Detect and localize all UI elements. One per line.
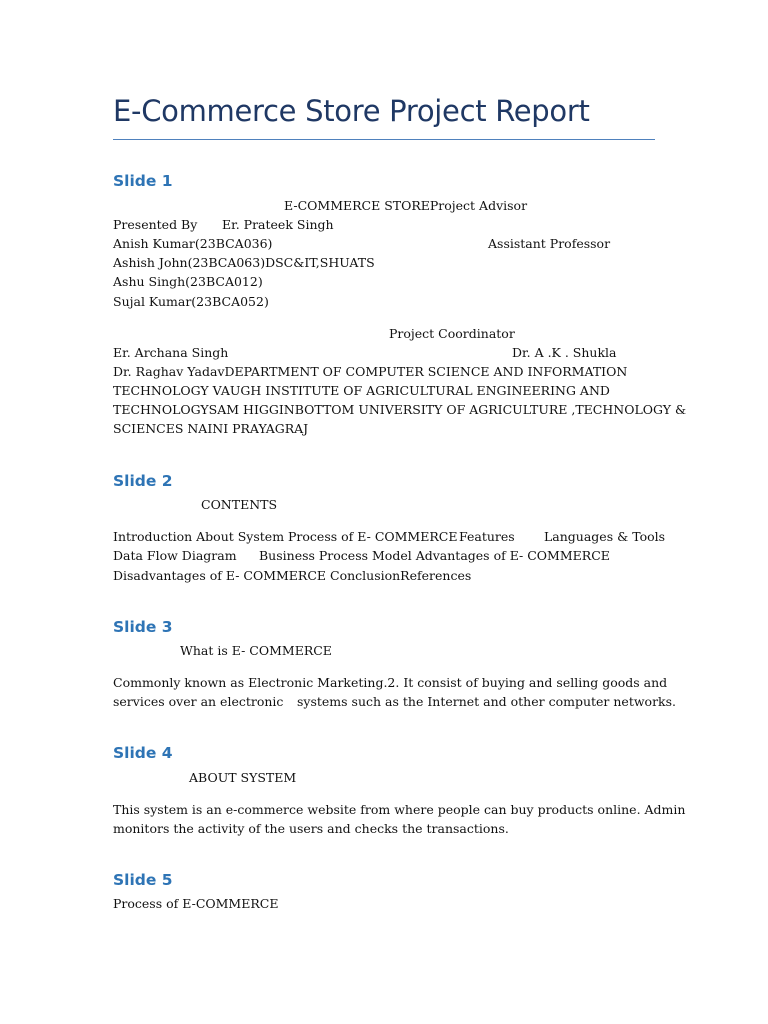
slide-1-line: Er. Archana Singh bbox=[113, 345, 229, 360]
slide-1-line: Ashish John(23BCA063)DSC&IT,SHUATS bbox=[113, 255, 375, 270]
slide-1-line: Ashu Singh(23BCA012) bbox=[113, 274, 263, 289]
slide-1-line: TECHNOLOGYSAM HIGGINBOTTOM UNIVERSITY OF AGRICULTURE ,TECHNOLOGY & bbox=[113, 402, 687, 417]
slide-1-line: Assistant Professor bbox=[488, 236, 611, 251]
slide-1-line: Project Coordinator bbox=[389, 326, 515, 341]
slide-2-line: Introduction About System Process of E- COMMERCE bbox=[113, 529, 458, 544]
document-title: E-Commerce Store Project Report bbox=[113, 94, 590, 128]
slide-4-line: ABOUT SYSTEM bbox=[189, 770, 297, 785]
slide-3-line: services over an electronic bbox=[113, 694, 284, 709]
slide-3-line: systems such as the Internet and other computer networks. bbox=[297, 694, 677, 709]
slide-1-line: Dr. Raghav YadavDEPARTMENT OF COMPUTER SCIENCE AND INFORMATION bbox=[113, 364, 628, 379]
title-underline bbox=[113, 139, 655, 140]
slide-1-heading: Slide 1 bbox=[113, 172, 173, 190]
slide-1-line: Presented By bbox=[113, 217, 198, 232]
slide-4-line: This system is an e-commerce website from where people can buy products online. Admin bbox=[113, 802, 686, 817]
slide-2-line: Data Flow Diagram bbox=[113, 548, 237, 563]
slide-3-line: What is E- COMMERCE bbox=[180, 643, 332, 658]
slide-1-line: Sujal Kumar(23BCA052) bbox=[113, 294, 269, 309]
slide-2-line: Disadvantages of E- COMMERCE ConclusionReferences bbox=[113, 568, 472, 583]
slide-1-line: Dr. A .K . Shukla bbox=[512, 345, 617, 360]
slide-1-line: Er. Prateek Singh bbox=[222, 217, 334, 232]
slide-1-line: SCIENCES NAINI PRAYAGRAJ bbox=[113, 421, 309, 436]
slide-4-line: monitors the activity of the users and checks the transactions. bbox=[113, 821, 509, 836]
slide-5-line: Process of E-COMMERCE bbox=[113, 896, 279, 911]
slide-1-line: E-COMMERCE STOREProject Advisor bbox=[284, 198, 528, 213]
slide-1-line: Anish Kumar(23BCA036) bbox=[113, 236, 273, 251]
slide-3-line: Commonly known as Electronic Marketing.2. It consist of buying and selling goods and bbox=[113, 675, 668, 690]
slide-2-line: CONTENTS bbox=[201, 497, 278, 512]
slide-3-heading: Slide 3 bbox=[113, 618, 173, 636]
slide-2-line: Features bbox=[459, 529, 515, 544]
slide-5-heading: Slide 5 bbox=[113, 871, 173, 889]
slide-2-line: Languages & Tools bbox=[544, 529, 666, 544]
slide-2-line: Business Process Model Advantages of E- COMMERCE bbox=[259, 548, 610, 563]
slide-4-heading: Slide 4 bbox=[113, 744, 173, 762]
slide-1-line: TECHNOLOGY VAUGH INSTITUTE OF AGRICULTURAL ENGINEERING AND bbox=[113, 383, 610, 398]
slide-2-heading: Slide 2 bbox=[113, 472, 173, 490]
